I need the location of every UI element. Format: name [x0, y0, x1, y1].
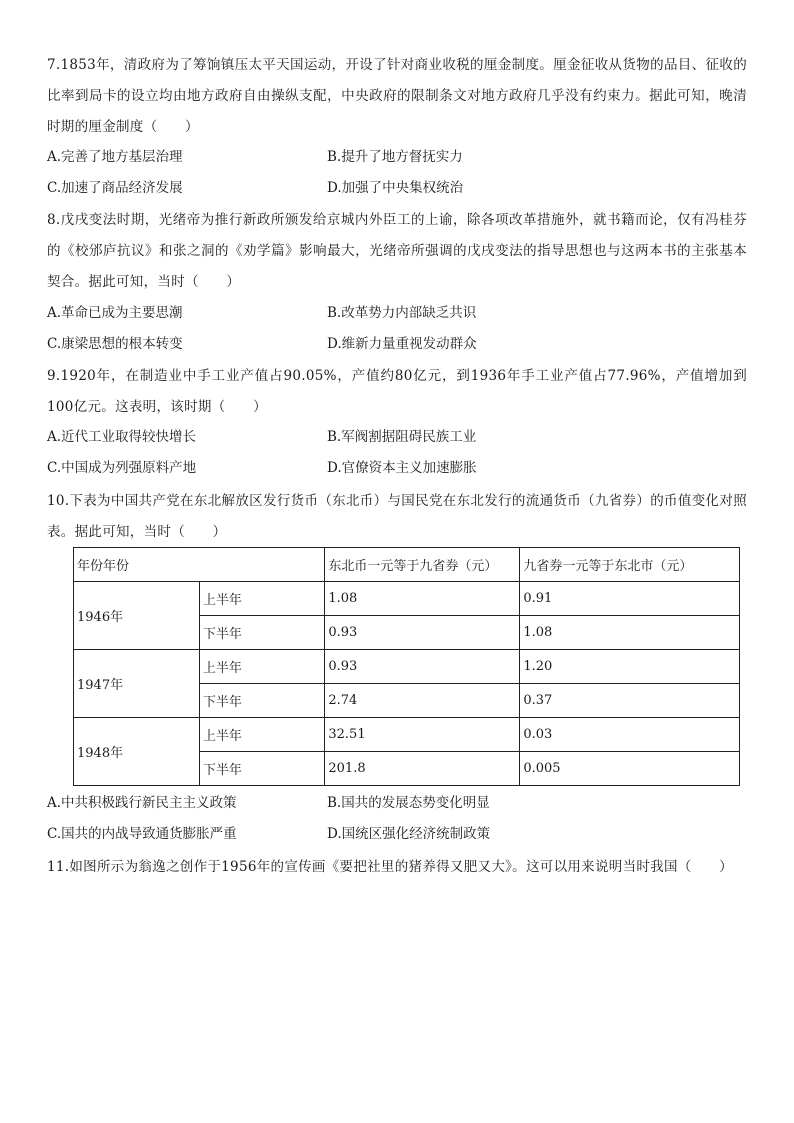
value-cell: 1.20: [520, 650, 740, 684]
table-row: [74, 582, 740, 616]
currency-comparison-table: [73, 547, 740, 786]
value-cell: 0.93: [325, 650, 520, 684]
question-9-stem: 9.1920年，在制造业中手工业产值占90.05%，产值约80亿元，到1936年手工业产值占77.96%，产值增加到100亿元。这表明，该时期（ ）: [47, 368, 747, 415]
value-cell: 0.03: [520, 718, 740, 752]
question-10-stem: 10.下表为中国共产党在东北解放区发行货币（东北币）与国民党在东北发行的流通货币（九省券）的币值变化对照表。据此可知，当时（ ）: [47, 493, 747, 540]
question-9-option-c[interactable]: C.中国成为列强原料产地: [47, 460, 197, 476]
value-cell: 0.005: [520, 752, 740, 786]
question-9-option-b[interactable]: B.军阀割据阻碍民族工业: [327, 429, 477, 445]
value-cell: 32.51: [325, 718, 520, 752]
question-7-option-d[interactable]: D.加强了中央集权统治: [327, 180, 464, 196]
question-9-options: [47, 422, 747, 484]
question-11-stem: 11.如图所示为翁逸之创作于1956年的宣传画《要把社里的猪养得又肥又大》。这可以用来说明当时我国（ ）: [47, 859, 733, 875]
table-row: [74, 718, 740, 752]
value-cell: 0.37: [520, 684, 740, 718]
value-cell: 0.93: [325, 616, 520, 650]
value-cell: 2.74: [325, 684, 520, 718]
question-7-option-c[interactable]: C.加速了商品经济发展: [47, 180, 183, 196]
half-cell: 上半年: [199, 650, 325, 684]
value-cell: 1.08: [520, 616, 740, 650]
half-cell: 下半年: [199, 616, 325, 650]
question-7-options: [47, 142, 747, 204]
question-9-option-d[interactable]: D.官僚资本主义加速膨胀: [327, 460, 477, 476]
value-cell: 1.08: [325, 582, 520, 616]
question-10-option-a[interactable]: A.中共积极践行新民主主义政策: [47, 795, 237, 811]
question-10-option-b[interactable]: B.国共的发展态势变化明显: [327, 795, 490, 811]
header-year: 年份年份: [74, 548, 325, 582]
question-7-option-a[interactable]: A.完善了地方基层治理: [47, 149, 183, 165]
question-9-option-a[interactable]: A.近代工业取得较快增长: [47, 429, 197, 445]
question-8-stem: 8.戊戌变法时期，光绪帝为推行新政所颁发给京城内外臣工的上谕，除各项改革措施外，就书籍而论，仅有冯桂芬的《校邠庐抗议》和张之洞的《劝学篇》影响最大，光绪帝所强调的戊戌变法的指导思想也与这两本书的主张基本契合。据此可知，当时（ ）: [47, 212, 747, 290]
value-cell: 201.8: [325, 752, 520, 786]
half-cell: 下半年: [199, 752, 325, 786]
half-cell: 上半年: [199, 582, 325, 616]
question-7-stem: 7.1853年，清政府为了筹饷镇压太平天国运动，开设了针对商业收税的厘金制度。厘金征收从货物的品目、征收的比率到局卡的设立均由地方政府自由操纵支配，中央政府的限制条文对地方政府几乎没有约束力。据此可知，晚清时期的厘金制度（ ）: [47, 57, 747, 135]
year-cell: 1948年: [74, 718, 200, 786]
question-8-option-b[interactable]: B.改革势力内部缺乏共识: [327, 305, 477, 321]
question-10-option-c[interactable]: C.国共的内战导致通货膨胀严重: [47, 826, 237, 842]
year-cell: 1947年: [74, 650, 200, 718]
question-7-option-b[interactable]: B.提升了地方督抚实力: [327, 149, 463, 165]
question-8-option-c[interactable]: C.康梁思想的根本转变: [47, 336, 183, 352]
question-8-option-a[interactable]: A.革命已成为主要思潮: [47, 305, 183, 321]
header-jiusheng-to-dongbei: 九省券一元等于东北市（元）: [520, 548, 740, 582]
table-header-row: [74, 548, 740, 582]
value-cell: 0.91: [520, 582, 740, 616]
question-10-options: [47, 788, 747, 850]
half-cell: 下半年: [199, 684, 325, 718]
question-8-options: [47, 298, 747, 360]
table-row: [74, 650, 740, 684]
question-8-option-d[interactable]: D.维新力量重视发动群众: [327, 336, 477, 352]
header-dongbei-to-jiusheng: 东北币一元等于九省券（元）: [325, 548, 520, 582]
year-cell: 1946年: [74, 582, 200, 650]
half-cell: 上半年: [199, 718, 325, 752]
question-10-option-d[interactable]: D.国统区强化经济统制政策: [327, 826, 491, 842]
